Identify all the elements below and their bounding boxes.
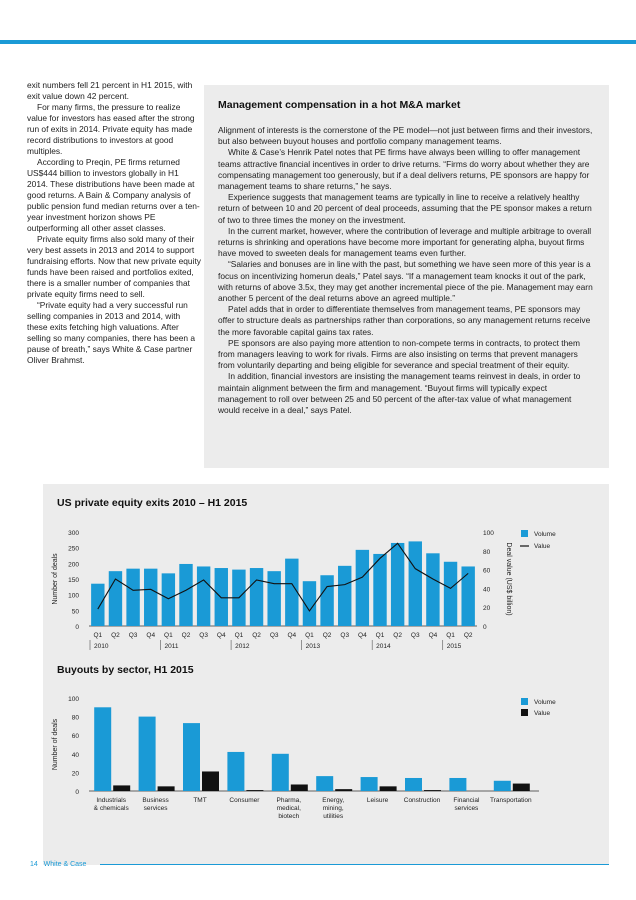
year-label: 2014 [376,643,391,650]
y-tick-label: 0 [75,789,79,796]
volume-bar [91,584,104,626]
chart2-title: Buyouts by sector, H1 2015 [57,664,194,676]
footer [30,861,86,868]
y-tick-label: 0 [75,624,79,631]
y-axis-label: Number of deals [52,718,59,771]
volume-bar [139,717,156,791]
y2-tick-label: 20 [483,605,491,613]
y2-tick-label: 40 [483,586,491,594]
exits-chart [43,515,609,665]
x-tick-label: Q2 [393,632,402,639]
x-tick-label: Q2 [463,632,473,639]
value-bar [291,784,308,791]
x-tick-label: Construction [403,797,441,804]
footer-brand: White & Case [43,861,87,868]
volume-bar [494,781,511,791]
x-tick-label: Business [142,797,169,804]
value-bar [113,785,130,791]
x-tick-label: Q3 [128,632,138,639]
sector-chart [43,682,609,832]
y2-tick-label: 80 [483,548,491,556]
box-paragraph: Experience suggests that management teams are typically in line to receive a relatively healthy return of between 10 and 20 percent of deal proceeds, assuming that the PE sponsor makes a return of two to three times the money on the investment. [218,192,592,225]
value-bar [246,790,263,791]
y-tick-label: 100 [68,696,79,703]
y2-axis-label: Deal value (US$ billion) [505,542,512,616]
year-label: 2011 [164,643,179,650]
volume-bar [426,553,439,626]
x-tick-label: Q2 [252,632,261,639]
x-tick-label: Industrials [96,797,127,804]
volume-bar [267,571,280,626]
chart1-title: US private equity exits 2010 – H1 2015 [57,497,248,509]
x-tick-label: TMT [193,797,207,804]
x-tick-label: Leisure [366,797,389,804]
volume-bar [285,559,298,626]
x-tick-label: Q4 [358,632,367,639]
volume-bar [183,723,200,791]
top-accent-bar [0,40,636,44]
volume-bar [449,778,466,791]
legend-value-swatch [521,709,528,716]
x-tick-label: Q1 [234,632,244,639]
y-tick-label: 80 [71,714,79,722]
volume-bar [461,566,474,626]
x-tick-label: services [143,805,168,812]
sidebar-box [204,85,609,468]
value-bar [380,786,397,791]
volume-bar [316,776,333,791]
x-tick-label: Q1 [93,632,103,639]
box-paragraph: Alignment of interests is the cornerstone of the PE model—not just between firms and their investors, but also between buyout houses and portfolio company management teams. [218,125,593,147]
volume-bar [320,575,333,626]
x-tick-label: Energy, [322,797,345,804]
year-label: 2012 [235,643,250,650]
page-number: 14 [30,861,38,868]
y-tick-label: 20 [71,770,79,778]
x-tick-label: Consumer [229,797,260,804]
x-tick-label: Q1 [446,632,455,639]
legend-value-label: Value [534,543,551,550]
y-tick-label: 200 [68,561,79,569]
volume-bar [444,562,457,626]
value-bar [158,786,175,791]
y-tick-label: 100 [68,592,79,600]
volume-bar [94,707,111,791]
x-tick-label: biotech [278,813,300,820]
volume-bar [272,754,289,791]
volume-bar [405,778,422,791]
x-tick-label: Q1 [164,632,173,639]
x-tick-label: Q4 [287,632,297,639]
volume-bar [126,569,139,626]
x-tick-label: mining, [322,805,344,812]
box-body [218,125,594,416]
legend-volume-swatch [521,698,528,705]
volume-bar [391,543,404,626]
x-tick-label: services [454,805,479,812]
x-tick-label: Q4 [146,632,156,639]
year-label: 2010 [94,643,109,650]
x-tick-label: Q3 [269,632,279,639]
left-column-paragraph: exit numbers fell 21 percent in H1 2015, with exit value down 42 percent. [27,80,193,101]
y-tick-label: 250 [68,545,79,553]
x-tick-label: Transportation [489,797,532,804]
volume-bar [179,564,192,626]
left-column-paragraph: Private equity firms also sold many of their very best assets in 2013 and 2014 to support fundraising efforts. Now that new private equity funds have been raised and portfolios exited, there is a smaller number of companies that private equity firms need to sell. [27,234,201,299]
volume-bar [409,541,422,626]
box-paragraph: In the current market, however, where the contribution of leverage and multiple arbitrage to overall returns is shrinking and operations have become more important for generating alpha, buyout firms have moved to sweeten deals for management teams even further. [218,225,592,259]
x-tick-label: Q1 [305,632,314,639]
box-paragraph: PE sponsors are also paying more attention to non-compete terms in contracts, to protect them from managers leaving to work for rivals. Firms are also insisting on terms that prevent managers from voluntarily departing and being eligible for severance and special treatment of their equity. [218,337,580,371]
volume-bar [361,777,378,791]
volume-bar [338,566,351,626]
x-tick-label: Q4 [216,632,226,639]
left-column-paragraph: For many firms, the pressure to realize value for investors has eased after the strong run of exits in 2014. Private equity has made record distributions to investors at good multiples. [27,102,195,156]
box-title: Management compensation in a hot M&A market [218,99,461,111]
x-tick-label: Q4 [428,632,438,639]
y2-tick-label: 100 [483,530,494,537]
y-axis-label: Number of deals [52,553,59,605]
left-column-paragraph: “Private equity had a very successful run selling companies in 2013 and 2014, with these exits fetching high valuations. After selling so many companies, there has been a pause of breath,” says White & Case partner Oliver Brahmst. [27,300,196,365]
x-tick-label: Pharma, [276,797,302,804]
y2-tick-label: 0 [483,624,487,631]
volume-bar [162,573,175,626]
y-tick-label: 300 [68,530,79,537]
x-tick-label: Q3 [410,632,420,639]
volume-bar [197,566,210,626]
x-tick-label: Q2 [111,632,120,639]
footer-rule [100,864,609,865]
box-paragraph: In addition, financial investors are insisting the management teams reinvest in deals, in order to maintain alignment between the firm and management. “Buyout firms will typically expect management to roll over between 25 and 50 percent of the after-tax value of what management would receive in a deal,” says Patel. [218,371,581,416]
x-tick-label: Q3 [199,632,208,639]
left-column-text [27,80,202,366]
x-tick-label: Q1 [375,632,385,639]
x-tick-label: Q2 [322,632,332,639]
x-tick-label: utilities [323,813,344,820]
left-column-paragraph: According to Preqin, PE firms returned US$444 billion to investors globally in H1 2014. These distributions have been made at good returns. A Bain & Company analysis of public pension fund median returns over a ten-year investment horizon shows PE outperforming all other asset classes. [27,157,200,233]
value-bar [513,784,530,791]
x-tick-label: Q2 [181,632,191,639]
volume-bar [356,550,369,626]
legend-volume-label: Volume [534,699,556,706]
x-tick-label: & chemicals [93,805,129,812]
x-tick-label: Financial [453,797,480,804]
box-paragraph: White & Case’s Henrik Patel notes that PE firms have always been willing to offer management teams attractive financial incentives in order to drive returns. “Firms do worry about whether they are compensating management too generously, but if a deal delivers returns, PE sponsors are happy for management teams to share returns,” he says. [218,147,590,192]
volume-bar [144,569,157,626]
volume-bar [215,568,228,626]
x-tick-label: medical, [276,805,301,812]
y-tick-label: 150 [68,577,79,584]
value-bar [335,789,352,791]
legend-volume-label: Volume [534,531,556,538]
box-paragraph: Patel adds that in order to differentiate themselves from management teams, PE sponsors may offer to structure deals as partnerships rather than corporations, so any management returns receive the more favorable capital gains tax rates. [218,304,591,337]
box-paragraph: “Salaries and bonuses are in line with the past, but something we have seen more of this year is a focus on incentivizing homerun deals,” Patel says. “If a management team knocks it out of the park, with returns of above 3.5x, they may get another incremental piece of the pie. Management may earn another 5 percent of the deal returns above an agreed multiple.” [218,259,593,304]
legend-value-label: Value [534,710,551,717]
y-tick-label: 40 [71,751,79,759]
year-label: 2015 [446,643,462,650]
y2-tick-label: 60 [483,567,491,575]
volume-bar [250,568,263,626]
legend-volume-swatch [521,530,528,537]
y-tick-label: 50 [71,608,79,616]
year-label: 2013 [305,643,321,650]
x-tick-label: Q3 [340,632,350,639]
value-bar [202,771,219,791]
volume-bar [373,554,386,626]
value-bar [424,790,441,791]
volume-bar [227,752,244,791]
y-tick-label: 60 [71,733,79,741]
